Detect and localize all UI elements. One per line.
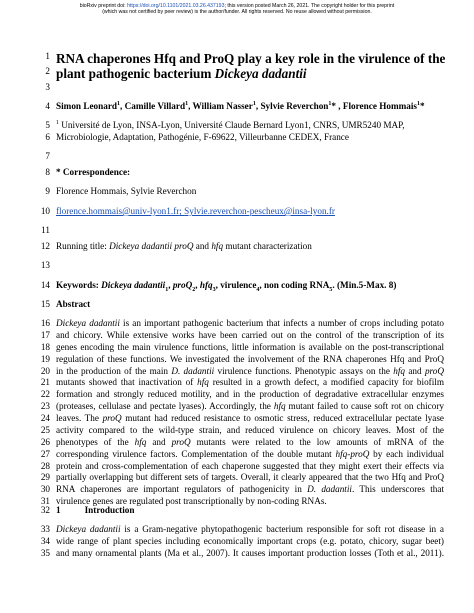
title-line-1: RNA chaperones Hfq and ProQ play a key role in the virulence of the — [56, 51, 446, 66]
email-link-reverchon[interactable]: Sylvie.reverchon-pescheux@insa-lyon.fr — [184, 206, 335, 216]
abstract-line: Dickeya dadantii is an important pathogenic bacterium that infects a number of crops including potato — [56, 318, 444, 328]
introduction-line: wide range of plant species including economically important crops (e.g. potato, chicory, sugar beet) — [56, 536, 444, 546]
preprint-header-line2: (which was not certified by peer review) is the author/funder. All rights reserved. No reuse allowed without permission. — [102, 9, 372, 16]
affiliation-line-1: $^1$ Université de Lyon, INSA-Lyon, Université Claude Bernard Lyon1, CNRS, UMR5240 MAP, — [56, 119, 405, 130]
line-number: 9 — [45, 186, 50, 196]
abstract-line: genes encoding the main virulence functions, little information is available on the post-transcriptional — [56, 342, 444, 352]
line-number: 13 — [40, 260, 50, 270]
abstract-line: in the production of the main D. dadantii virulence functions. Phenotypic assays on the hfq and proQ — [56, 366, 444, 376]
line-number: 20 — [40, 366, 50, 376]
abstract-line: RNA chaperones are important regulators of pathogenicity in D. dadantii. This underscores that — [56, 484, 444, 494]
title-line-2: plant pathogenic bacterium Dickeya dadantii — [56, 66, 307, 81]
line-number: 22 — [40, 389, 50, 399]
line-number: 30 — [40, 484, 50, 494]
line-number: 10 — [40, 206, 50, 216]
abstract-line: protein and cross-complementation of each chaperone suggested that they might exert their effects via — [56, 461, 444, 471]
line-number: 18 — [40, 342, 50, 352]
abstract-line: phenotypes of the hfq and proQ mutants were related to the low amounts of mRNA of the — [56, 437, 444, 447]
abstract-line: formation and strongly reduced motility, and in the production of degradative extracellular enzymes — [56, 389, 444, 399]
line-number: 7 — [45, 151, 50, 161]
abstract-line: partially overlapping but different sets of targets. Overall, it clearly appeared that the two Hfq and ProQ — [56, 472, 444, 482]
abstract-line: regulation of these functions. We investigated the involvement of the RNA chaperones Hfq and ProQ — [56, 354, 444, 364]
abstract-heading: Abstract — [56, 299, 91, 309]
line-number: 35 — [40, 548, 50, 558]
author-name: Camille Villard — [124, 101, 186, 111]
line-number: 31 — [40, 496, 50, 506]
abstract-line: corresponding virulence factors. Complementation of the double mutant hfq-proQ by each individual — [56, 449, 444, 459]
line-number: 14 — [40, 280, 50, 290]
author-name: William Nasser — [192, 101, 253, 111]
email-link-hommais[interactable]: florence.hommais@univ-lyon1.fr — [56, 206, 180, 216]
line-number: 33 — [40, 524, 50, 534]
abstract-line: virulence genes are regulated post transcriptionally by non-coding RNAs. — [56, 496, 327, 506]
line-number: 1 — [45, 51, 50, 61]
line-number: 15 — [40, 299, 50, 309]
line-number: 28 — [40, 461, 50, 471]
line-number: 21 — [40, 377, 50, 387]
line-number: 4 — [45, 101, 50, 111]
keywords: Keywords: Dickeya dadantii$_1$, proQ$_2$, hfq$_3$, virulence$_4$, non coding $RNA_5$. (Min.5-Max. 8) — [56, 280, 397, 293]
author-name: Florence Hommais — [342, 101, 417, 111]
introduction-heading: 1 Introduction — [56, 505, 135, 515]
line-number: 5 — [45, 120, 50, 130]
line-number: 16 — [40, 318, 50, 328]
preprint-header — [0, 3, 474, 16]
abstract-line: (proteases, cellulase and pectate lyases). Accordingly, the hfq mutant failed to cause soft rot on chicory — [56, 401, 444, 411]
line-number: 23 — [40, 401, 50, 411]
author-name: Simon Leonard — [56, 101, 118, 111]
correspondence-emails: florence.hommais@univ-lyon1.fr; Sylvie.reverchon-pescheux@insa-lyon.fr — [56, 206, 335, 216]
line-number: 8 — [45, 167, 50, 177]
abstract-line: and chicory. While extensive works have been carried out on the control of the transcription of its — [56, 330, 444, 340]
correspondence-names: Florence Hommais, Sylvie Reverchon — [56, 186, 197, 196]
line-number: 32 — [40, 505, 50, 515]
line-number: 3 — [45, 82, 50, 92]
preprint-header-line1: bioRxiv preprint doi: https://doi.org/10.1101/2021.03.26.437193; this version posted March 26, 2021. The copyright holder for this preprint — [79, 3, 395, 9]
line-number: 29 — [40, 472, 50, 482]
line-number: 12 — [40, 241, 50, 251]
abstract-line: leaves. The proQ mutant had reduced resistance to osmotic stress, reduced extracellular pectate lyase — [56, 413, 445, 423]
doi-link[interactable]: https://doi.org/10.1101/2021.03.26.437193 — [127, 3, 225, 9]
correspondence-heading: * Correspondence: — [56, 167, 131, 177]
line-number: 34 — [40, 536, 50, 546]
author-name: Sylvie Reverchon — [260, 101, 329, 111]
line-number: 11 — [41, 225, 50, 235]
line-number: 2 — [45, 66, 50, 76]
line-number: 6 — [45, 132, 50, 142]
affiliation-line-2: Microbiologie, Adaptation, Pathogénie, F-69622, Villeurbanne CEDEX, France — [56, 132, 349, 142]
introduction-line: Dickeya dadantii is a Gram-negative phytopathogenic bacterium responsible for soft rot disease in a — [56, 524, 444, 534]
author-list: Simon Leonard$^1$, Camille Villard$^1$, William Nasser$^1$, Sylvie Reverchon$^1$* , Florence Hommais$^1$* — [56, 100, 425, 111]
line-number: 17 — [40, 330, 50, 340]
abstract-line: activity compared to the wild-type strain, and reduced virulence on chicory leaves. Most of the — [56, 425, 444, 435]
line-number: 19 — [40, 354, 50, 364]
line-number: 27 — [40, 449, 50, 459]
line-number: 26 — [40, 437, 50, 447]
line-number: 24 — [40, 413, 50, 423]
introduction-line: and many ornamental plants (Ma et al., 2007). It causes important production losses (Toth et al., 2011). — [56, 548, 444, 558]
running-title: Running title: Dickeya dadantii proQ and hfq mutant characterization — [56, 241, 312, 251]
line-number: 25 — [40, 425, 50, 435]
abstract-line: mutants showed that inactivation of hfq resulted in a growth defect, a modified capacity for biofilm — [56, 377, 444, 387]
